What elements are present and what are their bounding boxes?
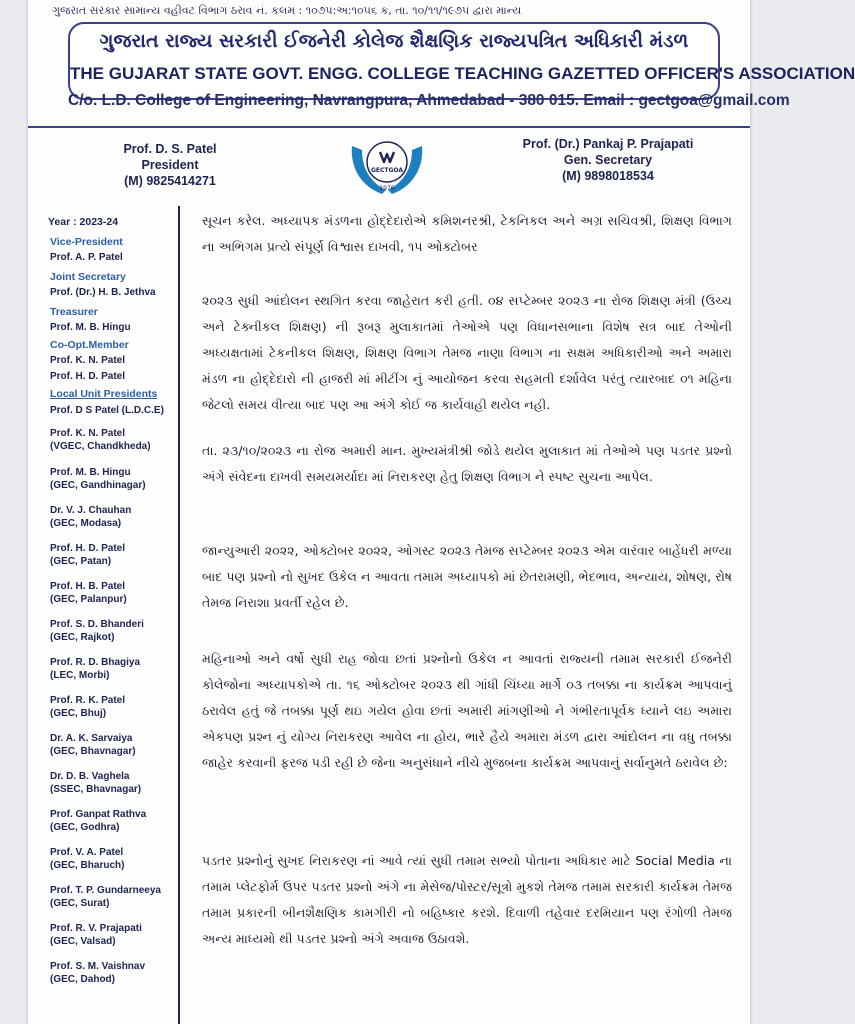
local-president-item (50, 504, 131, 530)
local-president-name: Prof. S. M. Vaishnav (50, 961, 146, 972)
president-phone: (M) 9825414271 (124, 174, 216, 188)
local-president-college: (GEC, Surat) (50, 898, 110, 909)
committee-sidebar (28, 212, 178, 1024)
local-president-college: (GEC, Dahod) (50, 974, 115, 985)
local-president-item (50, 694, 125, 720)
local-president-name: Prof. T. P. Gundarneeya (50, 885, 161, 896)
local-president-item (50, 404, 164, 417)
body-paragraph: સૂચન કરેલ. અધ્યાપક મંડળના હોદ્દેદારોએ કમિશનરશ્રી, ટેકનિકલ અને અગ્ર સચિવશ્રી, શિક્ષણ વિભાગ ના અભિગમ પ્રત્યે સંપૂર્ણ વિશ્વાસ દાખવી, ૧૫ ઓક્ટોબર (202, 213, 732, 254)
association-title-gujarati: ગુજરાત રાજ્ય સરકારી ઈજનેરી કોલેજ શૈક્ષણિક રાજ્યપત્રિત અધિકારી મંડળ (99, 30, 689, 52)
local-president-name: Prof. M. B. Hingu (50, 467, 131, 478)
local-president-college: (GEC, Godhra) (50, 822, 120, 833)
local-president-item (50, 922, 142, 948)
hands-emblem-icon (346, 128, 428, 198)
local-president-name: Prof. H. D. Patel (50, 543, 126, 554)
local-president-college: (GEC, Palanpur) (50, 594, 127, 605)
government-recognition-line: ગુજરાત સરકાર સામાન્ય વહીવટ વિભાગ ઠરાવ નં. કલમ : ૧૦૭૫:અ:૧૦૫૬ ક, તા. ૧૦/૧૧/૧૯૭૫ દ્વારા માન્ય (52, 4, 522, 17)
secretary-role: Gen. Secretary (563, 153, 653, 167)
local-president-item (50, 466, 146, 492)
secretary-name: Prof. (Dr.) Pankaj P. Prajapati (522, 137, 694, 151)
local-president-item (50, 846, 124, 872)
local-president-college: (GEC, Bhuj) (50, 708, 107, 719)
joint-secretary-name: Prof. (Dr.) H. B. Jethva (50, 287, 156, 298)
local-president-name: Prof. K. N. Patel (50, 428, 126, 439)
body-paragraph: મહિનાઓ અને વર્ષો સુધી રાહ જોવા છતાં પ્રશ્નોનો ઉકેલ ન આવતાં રાજ્યની તમામ સરકારી ઈજનેરી કોલેજોના અધ્યાપકોએ તા. ૧૬ ઓક્ટોબર ૨૦૨૩ થી ગાંધી ચિંધ્યા માર્ગે ૦૩ તબક્કા ના કાર્યક્રમ આપવાનું ઠરાવેલ હતું જે તબક્કા પૂર્ણ થઇ ગયેલ હોવા છતાં અમારી માંગણીઓ ને ગંભીરતાપૂર્વક ધ્યાને લઇ અમારા એકપણ પ્રશ્ન નું યોગ્ય નિરાકરણ આવેલ ના હોય, ભારે હૈયે અમારા મંડળ દ્વારા આંદોલન ના વધુ તબક્કા જાહેર કરવાની ફરજ પડી રહી છે જેના અનુસંધાને નીચે મુજબના કાર્યક્રમ આપવાનું સર્વાનુમતે ઠરાવેલ છે: (202, 651, 732, 770)
local-president-college: (LEC, Morbi) (50, 670, 110, 681)
logo-year: 1976 (379, 185, 395, 192)
local-president-item (50, 770, 141, 796)
association-address: C/o. L.D. College of Engineering, Navrangpura, Ahmedabad - 380 015. Email : gectgoa@gmail.com (68, 92, 790, 109)
local-president-name: Prof. Ganpat Rathva (50, 809, 147, 820)
association-logo (346, 128, 428, 198)
coopt-member-2: Prof. H. D. Patel (50, 371, 126, 382)
local-president-name: Prof. H. B. Patel (50, 581, 126, 592)
logo-text: GECTGOA (370, 167, 404, 174)
local-president-item (50, 732, 136, 758)
local-president-item (50, 656, 140, 682)
local-president-item (50, 542, 125, 568)
treasurer-label: Treasurer (50, 306, 98, 318)
association-title-english: THE GUJARAT STATE GOVT. ENGG. COLLEGE TEACHING GAZETTED OFFICER'S ASSOCIATION (70, 64, 855, 83)
vice-president-name: Prof. A. P. Patel (50, 252, 123, 263)
local-president-name: Prof. R. V. Prajapati (50, 923, 142, 934)
local-president-college: (GEC, Patan) (50, 556, 112, 567)
body-paragraph: તા. ૨૩/૧૦/૨૦૨૩ ના રોજ અમારી માન. મુખ્યમંત્રીશ્રી જોડે થયેલ મુલાકાત માં તેઓએ પણ પડતર પ્રશ્નો અંગે સંવેદના દાખવી સમયમર્યાદા માં નિરાકરણ હેતુ શિક્ષણ વિભાગ ને સ્પષ્ટ સુચના આપેલ. (202, 443, 732, 484)
secretary-block (508, 136, 708, 184)
local-president-item (50, 427, 151, 453)
local-president-college: (GEC, Valsad) (50, 936, 116, 947)
local-president-item (50, 808, 146, 834)
local-president-name: Prof. D S Patel (L.D.C.E) (50, 405, 164, 416)
local-president-name: Dr. D. B. Vaghela (50, 771, 130, 782)
association-title-box (68, 22, 855, 100)
local-president-item (50, 960, 145, 986)
local-president-college: (VGEC, Chandkheda) (50, 441, 151, 452)
body-paragraph: ૨૦૨૩ સુધી આંદોલન સ્થગિત કરવા જાહેરાત કરી હતી. ૦૪ સપ્ટેમ્બર ૨૦૨૩ ના રોજ શિક્ષણ મંત્રી (ઉચ્ચ અને ટેક્નીકલ શિક્ષણ) ની રૂબરૂ મુલાકાતમાં તેઓએ પણ વિધાનસભાના વિશેષ સત્ર બાદ તેઓની અધ્યક્ષતામાં ટેકનીકલ શિક્ષણ, શિક્ષણ વિભાગ તેમજ નાણા વિભાગ ના સક્ષમ અધિકારીઓ અને અમારા મંડળ ના હોદ્દેદારો ની હાજરી માં મીટીંગ નું આયોજન કરવા સહમતી દર્શાવેલ પરંતુ ત્યારબાદ ૦૧ મહિના જેટલો સમય વીત્યા બાદ પણ આ અંગે કોઈ જ કાર્યવાહી થયેલ નહી. (202, 293, 732, 412)
president-name: Prof. D. S. Patel (123, 142, 217, 156)
local-president-college: (GEC, Rajkot) (50, 632, 115, 643)
local-president-name: Prof. V. A. Patel (50, 847, 124, 858)
local-president-item (50, 884, 161, 910)
body-paragraph: પડતર પ્રશ્નોનું સુખદ નિરાકરણ નાં આવે ત્યાં સુધી તમામ સભ્યો પોતાના અધિકાર માટે Social Media ના તમામ પ્લેટફોર્મ ઉપર પડતર પ્રશ્નો અંગે ના મેસેજ/પોસ્ટર/સૂત્રો મુકશે તેમજ તમામ સરકારી કાર્યક્રમ તેમજ તમામ પ્રકારની બીનશૈક્ષણિક કામગીરી નો બહિષ્કાર કરશે. દિવાળી તહેવાર દરમિયાન પણ રંગોળી તેમજ અન્ય માધ્યમો થી પડતર પ્રશ્નો અંગે અવાજ ઉઠાવશે. (202, 853, 732, 946)
local-unit-presidents-label: Local Unit Presidents (50, 388, 158, 400)
local-president-name: Prof. R. K. Patel (50, 695, 126, 706)
local-president-name: Dr. V. J. Chauhan (50, 505, 132, 516)
committee-year: Year : 2023-24 (48, 216, 119, 228)
local-president-item (50, 618, 144, 644)
coopt-label: Co-Opt.Member (50, 339, 129, 351)
body-paragraph: જાન્યુઆરી ૨૦૨૨, ઓક્ટોબર ૨૦૨૨, ઓગસ્ટ ૨૦૨૩ તેમજ સપ્ટેમ્બર ૨૦૨૩ એમ વારંવાર બાહેંધરી મળ્યા બાદ પણ પ્રશ્નો નો સુખદ ઉકેલ ન આવતા તમામ અધ્યાપકો માં છેતરામણી, ભેદભાવ, અન્યાય, શોષણ, રોષ તેમજ નિરાશા પ્રવર્તી રહેલ છે. (202, 543, 732, 610)
local-president-name: Prof. S. D. Bhanderi (50, 619, 144, 630)
local-president-college: (GEC, Bharuch) (50, 860, 125, 871)
sidebar-divider (178, 206, 180, 1024)
treasurer-name: Prof. M. B. Hingu (50, 322, 131, 333)
joint-secretary-label: Joint Secretary (50, 271, 126, 283)
local-president-name: Prof. R. D. Bhagiya (50, 657, 141, 668)
coopt-member-1: Prof. K. N. Patel (50, 355, 126, 366)
local-president-college: (SSEC, Bhavnagar) (50, 784, 142, 795)
letter-body (188, 206, 736, 1024)
vice-president-label: Vice-President (50, 236, 123, 248)
president-role: President (141, 158, 199, 172)
local-president-name: Dr. A. K. Sarvaiya (50, 733, 133, 744)
local-president-college: (GEC, Bhavnagar) (50, 746, 136, 757)
local-president-item (50, 580, 127, 606)
secretary-phone: (M) 9898018534 (562, 169, 654, 183)
local-president-college: (GEC, Gandhinagar) (50, 480, 146, 491)
president-block (90, 141, 250, 189)
local-president-college: (GEC, Modasa) (50, 518, 122, 529)
letterhead-page (28, 0, 855, 1024)
